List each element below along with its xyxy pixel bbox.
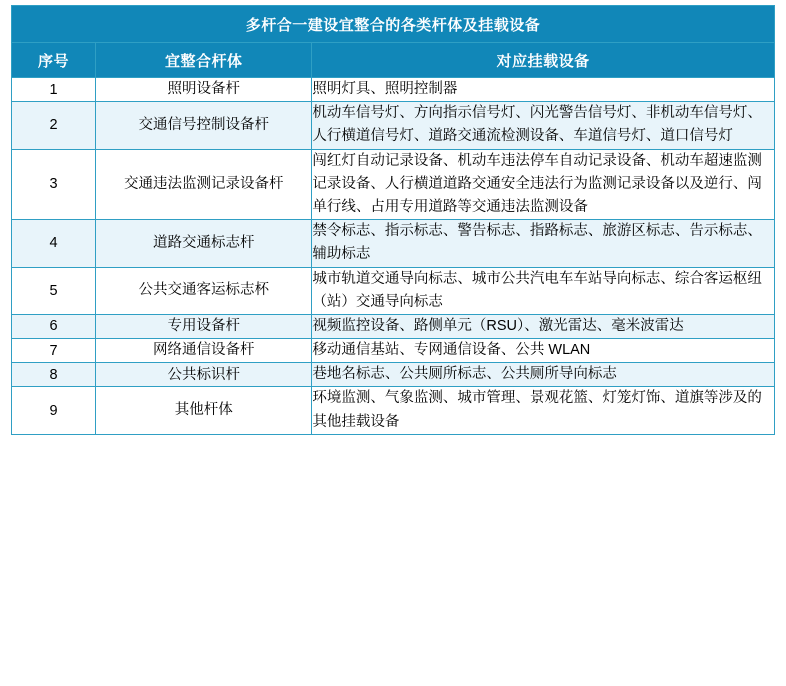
table-row bbox=[12, 363, 775, 387]
column-header-index: 序号 bbox=[12, 43, 96, 78]
row-index: 7 bbox=[12, 339, 96, 363]
row-pole: 网络通信设备杆 bbox=[96, 339, 312, 363]
row-index: 9 bbox=[12, 387, 96, 434]
column-header-devices: 对应挂载设备 bbox=[312, 43, 775, 78]
row-pole: 公共标识杆 bbox=[96, 363, 312, 387]
row-devices: 禁令标志、指示标志、警告标志、指路标志、旅游区标志、告示标志、辅助标志 bbox=[312, 220, 775, 267]
row-index: 3 bbox=[12, 149, 96, 220]
row-devices: 照明灯具、照明控制器 bbox=[312, 78, 775, 102]
table-row bbox=[12, 102, 775, 149]
table-row bbox=[12, 78, 775, 102]
row-pole: 照明设备杆 bbox=[96, 78, 312, 102]
row-devices: 视频监控设备、路侧单元（RSU）、激光雷达、毫米波雷达 bbox=[312, 314, 775, 338]
row-pole: 公共交通客运标志杯 bbox=[96, 267, 312, 314]
row-devices: 环境监测、气象监测、城市管理、景观花篮、灯笼灯饰、道旗等涉及的其他挂载设备 bbox=[312, 387, 775, 434]
table-title-row bbox=[12, 6, 775, 43]
row-index: 5 bbox=[12, 267, 96, 314]
row-devices: 移动通信基站、专网通信设备、公共 WLAN bbox=[312, 339, 775, 363]
row-pole: 专用设备杆 bbox=[96, 314, 312, 338]
row-index: 1 bbox=[12, 78, 96, 102]
table-row bbox=[12, 339, 775, 363]
row-devices: 闯红灯自动记录设备、机动车违法停车自动记录设备、机动车超速监测记录设备、人行横道道路交通安全违法行为监测记录设备以及逆行、闯单行线、占用专用道路等交通违法监测设备 bbox=[312, 149, 775, 220]
row-devices: 城市轨道交通导向标志、城市公共汽电车车站导向标志、综合客运枢纽（站）交通导向标志 bbox=[312, 267, 775, 314]
table-row bbox=[12, 220, 775, 267]
table-row bbox=[12, 267, 775, 314]
table-row bbox=[12, 149, 775, 220]
column-header-pole: 宜整合杆体 bbox=[96, 43, 312, 78]
row-devices: 巷地名标志、公共厕所标志、公共厕所导向标志 bbox=[312, 363, 775, 387]
row-pole: 交通信号控制设备杆 bbox=[96, 102, 312, 149]
row-pole: 其他杆体 bbox=[96, 387, 312, 434]
pole-integration-table bbox=[11, 5, 775, 435]
table-row bbox=[12, 387, 775, 434]
row-pole: 道路交通标志杆 bbox=[96, 220, 312, 267]
row-devices: 机动车信号灯、方向指示信号灯、闪光警告信号灯、非机动车信号灯、人行横道信号灯、道路交通流检测设备、车道信号灯、道口信号灯 bbox=[312, 102, 775, 149]
row-index: 6 bbox=[12, 314, 96, 338]
table-row bbox=[12, 314, 775, 338]
table-header-row bbox=[12, 43, 775, 78]
row-index: 8 bbox=[12, 363, 96, 387]
table-container bbox=[0, 5, 786, 435]
table-title: 多杆合一建设宜整合的各类杆体及挂载设备 bbox=[12, 6, 775, 43]
row-index: 2 bbox=[12, 102, 96, 149]
row-index: 4 bbox=[12, 220, 96, 267]
row-pole: 交通违法监测记录设备杆 bbox=[96, 149, 312, 220]
